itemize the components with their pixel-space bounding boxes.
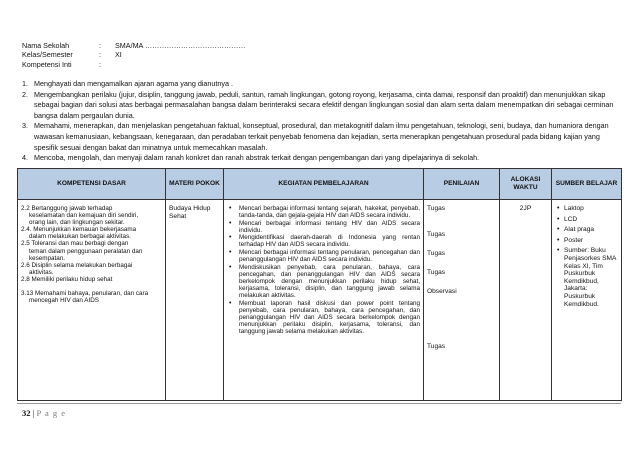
meta-row-ki <box>22 60 246 69</box>
ki-text: Menghayati dan mengamalkan ajaran agama yang dianutnya . <box>34 79 233 88</box>
penilaian-item: Tugas <box>427 343 446 350</box>
kd-line: 2.4. Menunjukkan kemauan bekerjasama <box>21 226 137 234</box>
kd-line: kesempatan. <box>29 254 66 262</box>
header-alokasi-waktu: ALOKASI WAKTU <box>500 169 552 200</box>
cell-alokasi-waktu: 2JP <box>500 200 552 401</box>
cell-penilaian <box>424 200 500 401</box>
penilaian-item: Observasi <box>427 288 457 295</box>
kd-line: dalam melakukan berbagai aktivitas. <box>29 233 131 241</box>
list-item: • Mencari berbagai informasi tentang sejarah, hakekat, penyebab, tanda-tanda, dan gejala-gejala HIV dan AIDS secara individu. <box>227 205 420 219</box>
meta-value: XI <box>115 50 122 60</box>
list-item: • Mencari berbagai informasi tentang HIV dan AIDS secara individu. <box>227 220 420 234</box>
kd-line: 2.6 Disiplin selama melakukan berbagai <box>21 261 133 269</box>
header-sumber-belajar: SUMBER BELAJAR <box>552 169 622 200</box>
list-item: • Sumber: Buku Penjasorkes SMA Kelas XI, Tim Puskurbuk Kemdikbud, Jakarta: Puskurbuk Kemdikbud. <box>555 247 618 308</box>
kd-line: 2.2 Bertanggung jawab terhadap <box>21 205 113 212</box>
meta-row-school <box>22 41 246 50</box>
penilaian-item: Tugas <box>427 205 446 212</box>
syllabus-table <box>17 168 622 401</box>
cell-sumber-belajar <box>552 200 622 401</box>
list-item: • Mendiskusikan penyebab, cara penularan, bahaya, cara pencegahan, dan penanggulangan HIV dan AIDS secara berkelompok dengan menunjukkan perilaku hidup sehat, kerjasama, toleransi, disiplin, dan tanggung jawab selama melakukan aktivitas. <box>227 264 420 299</box>
kd-line: 3.13 Memahami bahaya, penularan, dan cara <box>21 290 149 298</box>
ki-number: 3. <box>22 121 28 131</box>
meta-key: Kompetensi Inti <box>22 59 72 69</box>
kd-line: mencegah HIV dan AIDS <box>29 297 100 305</box>
ki-text: Memahami, menerapkan, dan menjelaskan pengetahuan faktual, konseptual, prosedural, dan metakognitif dalam ilmu pengetahuan, teknologi, seni, budaya, dan humaniora dengan wawasan kemanusiaan, kebangsaan, kenegaraan, dan peradaban terkait penyebab fenomena dan kejadian, serta menerapkan pengetahuan prosedural pada bidang kajian yang spesifik sesuai dengan bakat dan minatnya untuk memecahkan masalah. <box>34 121 609 152</box>
penilaian-item: Tugas <box>427 250 446 257</box>
kd-line: 2.8 Memiliki perilaku hidup sehat <box>21 275 113 283</box>
list-item: • Mencari berbagai informasi tentang penularan, pencegahan dan penanggulangan HIV dan AIDS secara individu. <box>227 249 420 263</box>
list-item: • Alat praga <box>555 226 618 234</box>
cell-materi-pokok: Budaya Hidup Sehat <box>166 200 224 401</box>
list-item: • LCD <box>555 216 618 224</box>
table-header-row <box>18 169 622 200</box>
page-number: 32 <box>22 408 31 418</box>
penilaian-item: Tugas <box>427 231 446 238</box>
kd-line: keselamatan dan kemajuan diri sendiri, <box>29 212 139 220</box>
meta-colon: : <box>99 59 101 69</box>
meta-key: Kelas/Semester <box>22 50 73 60</box>
kompetensi-inti-list <box>22 79 620 164</box>
footer-divider <box>17 403 621 404</box>
page-footer <box>22 408 66 418</box>
meta-value: SMA/MA …………………………………… <box>115 41 246 50</box>
cell-kegiatan <box>224 200 424 401</box>
page-label: P a g e <box>36 408 67 418</box>
footer-separator: | <box>30 408 37 418</box>
kd-line: 2.5 Toleransi dan mau berbagi dengan <box>21 240 129 248</box>
kd-line: orang lain, dan lingkungan sekitar. <box>29 219 125 227</box>
ki-item <box>22 90 620 122</box>
meta-row-class <box>22 50 246 59</box>
ki-text: Mengembangkan perilaku (jujur, disiplin, tanggung jawab, peduli, santun, ramah lingkungan, gotong royong, kerjasama, cinta damai, responsif dan proaktif) dan menunjukkan sikap sebagai bagian dari solusi atas berbagai permasalahan bangsa dalam berinteraksi secara efektif dengan lingkungan sosial dan alam serta dalam menempatkan diri sebagai cerminan bangsa dalam pergaulan dunia. <box>34 89 614 120</box>
meta-key: Nama Sekolah <box>22 41 70 50</box>
ki-item <box>22 79 620 90</box>
header-penilaian: PENILAIAN <box>424 169 500 200</box>
list-item: • Laktop <box>555 205 618 213</box>
table-row <box>18 200 622 401</box>
ki-item <box>22 153 620 164</box>
ki-text: Mencoba, mengolah, dan menyaji dalam ranah konkret dan ranah abstrak terkait dengan pengembangan dari yang dipelajarinya di sekolah. <box>34 153 480 163</box>
ki-number: 2. <box>22 89 28 99</box>
school-meta <box>22 41 246 69</box>
ki-number: 4. <box>22 153 28 163</box>
kd-spacer <box>21 283 162 290</box>
header-materi-pokok: MATERI POKOK <box>166 169 224 200</box>
kd-line: aktivitas. <box>29 268 54 276</box>
kd-line: teman dalam penggunaan peralatan dan <box>29 247 143 255</box>
header-kegiatan: KEGIATAN PEMBELAJARAN <box>224 169 424 200</box>
list-item: • Mengidentifikasi daerah-daerah di Indonesia yang rentan terhadap HIV dan AIDS secara individu. <box>227 234 420 248</box>
list-item: • Poster <box>555 237 618 245</box>
penilaian-item: Tugas <box>427 269 446 276</box>
list-item: • Membuat laporan hasil diskusi dan power point tentang penyebab, cara penularan, bahaya, cara pencegahan, dan penanggulangan HIV dan AIDS secara berkelompok dengan menunjukkan perilaku disiplin, kerjasama, toleransi, dan tanggung jawab selama melakukan aktivitas. <box>227 300 420 335</box>
ki-item <box>22 121 620 153</box>
header-kompetensi-dasar: KOMPETENSI DASAR <box>18 169 166 200</box>
meta-colon: : <box>99 41 101 50</box>
meta-colon: : <box>99 50 101 60</box>
ki-number: 1. <box>22 79 28 88</box>
cell-kompetensi-dasar <box>18 200 166 401</box>
